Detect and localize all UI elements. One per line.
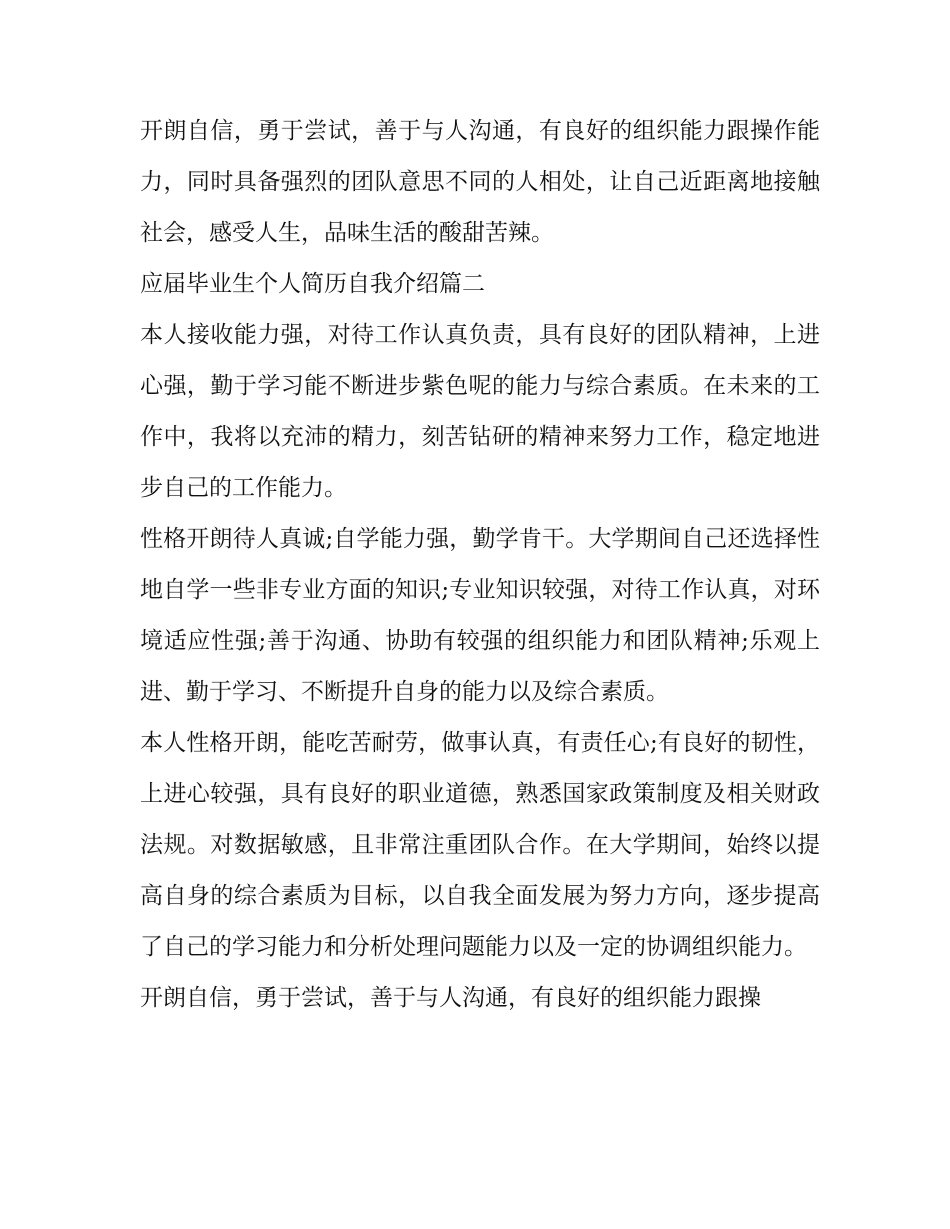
paragraph-3: 本人性格开朗，能吃苦耐劳，做事认真，有责任心;有良好的韧性，上进心较强，具有良好的职业道德，熟悉国家政策制度及相关财政法规。对数据敏感，且非常注重团队合作。在大学期间，始终以提高自身的综合素质为目标，以自我全面发展为努力方向，逐步提高了自己的学习能力和分析处理问题能力以及一定的协调组织能力。 xyxy=(140,730,820,960)
paragraph-intro: 开朗自信，勇于尝试，善于与人沟通，有良好的组织能力跟操作能力，同时具备强烈的团队意思不同的人相处，让自己近距离地接触社会，感受人生，品味生活的酸甜苦辣。 xyxy=(140,118,820,246)
section-heading: 应届毕业生个人简历自我介绍篇二 xyxy=(140,271,485,297)
paragraph-4: 开朗自信，勇于尝试，善于与人沟通，有良好的组织能力跟操 xyxy=(140,985,761,1011)
paragraph-1: 本人接收能力强，对待工作认真负责，具有良好的团队精神，上进心强，勤于学习能不断进步紫色呢的能力与综合素质。在未来的工作中，我将以充沛的精力，刻苦钻研的精神来努力工作，稳定地进步自己的工作能力。 xyxy=(140,322,820,501)
paragraph-2: 性格开朗待人真诚;自学能力强，勤学肯干。大学期间自己还选择性地自学一些非专业方面的知识;专业知识较强，对待工作认真，对环境适应性强;善于沟通、协助有较强的组织能力和团队精神;乐观上进、勤于学习、不断提升自身的能力以及综合素质。 xyxy=(140,526,820,705)
document-body xyxy=(140,106,820,1024)
